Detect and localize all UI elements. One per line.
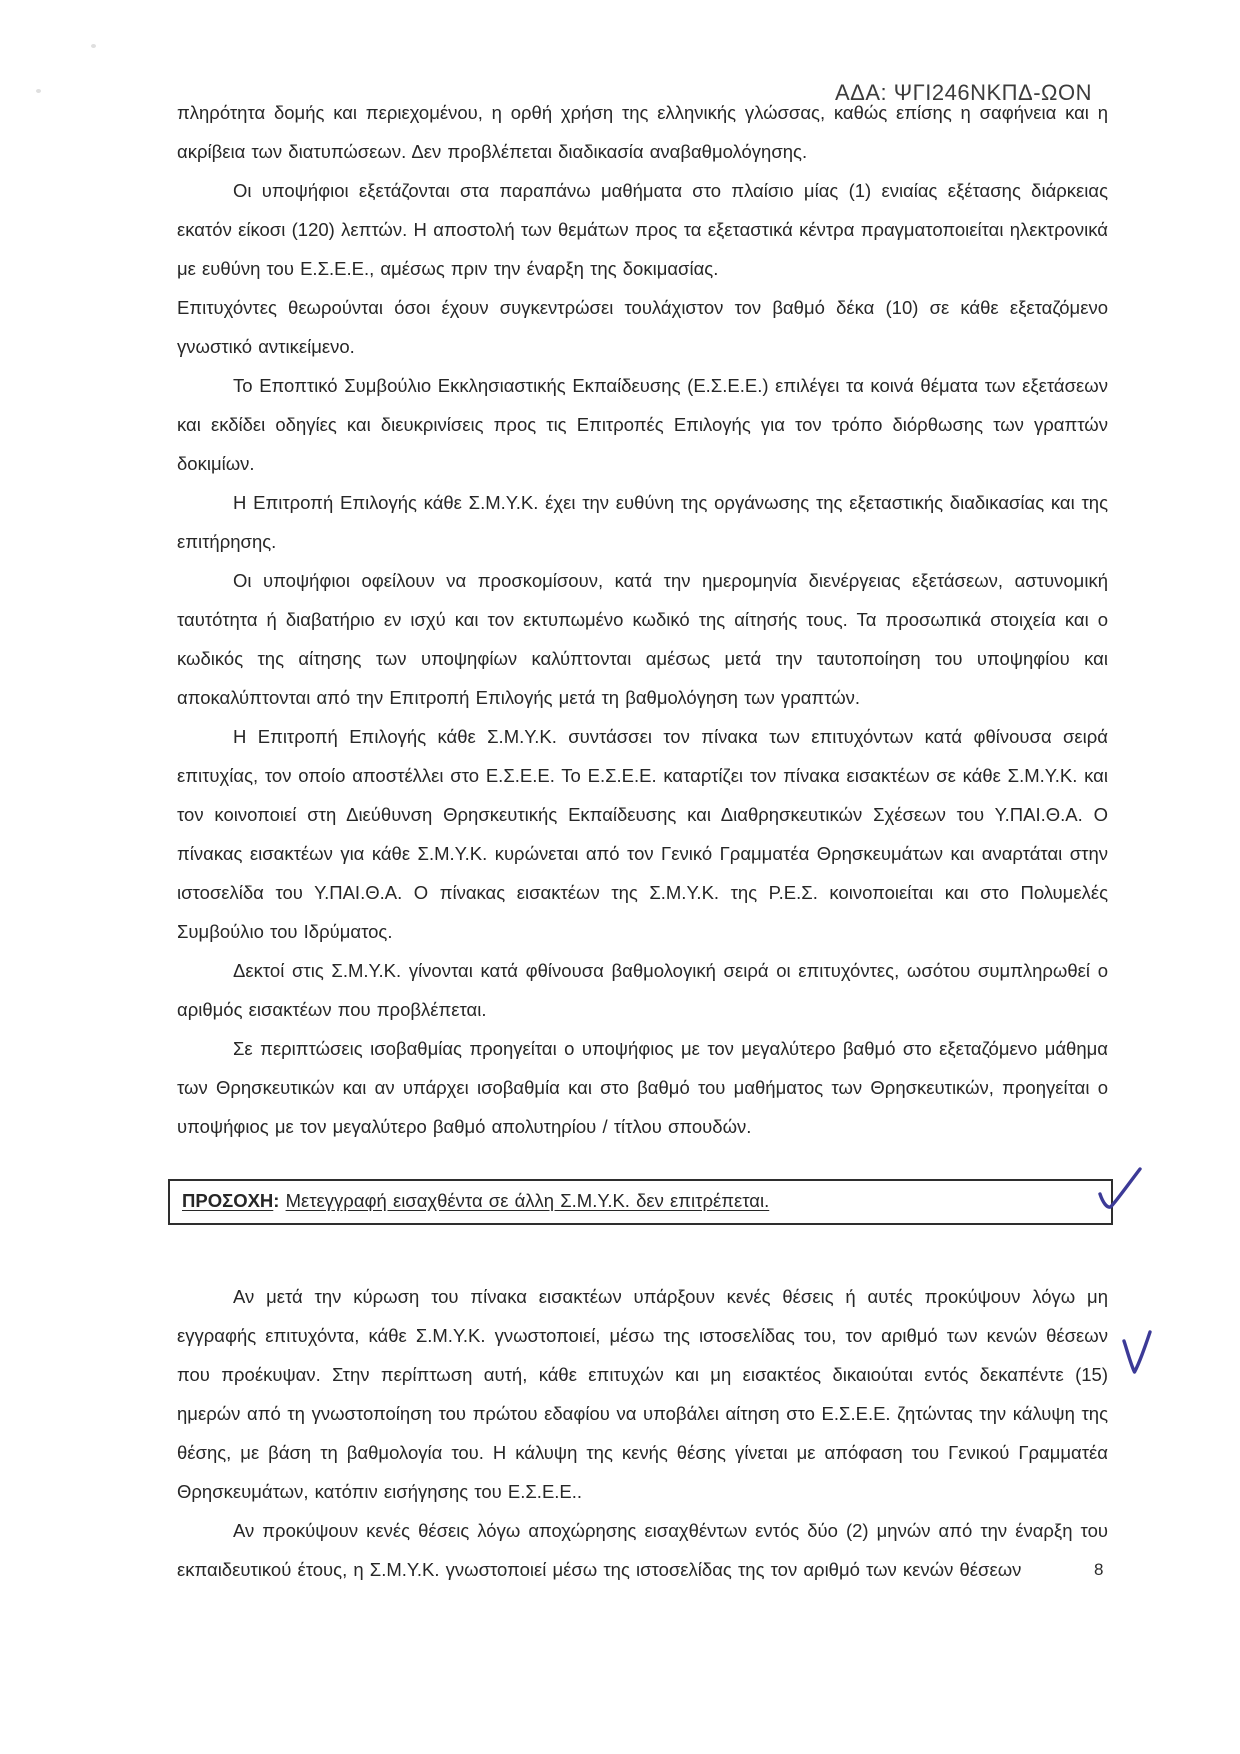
paragraph: Η Επιτροπή Επιλογής κάθε Σ.Μ.Υ.Κ. συντάσσει τον πίνακα των επιτυχόντων κατά φθίνουσα σειρά επιτυχίας, τον οποίο αποστέλλει στο Ε.Σ.Ε.Ε. Το Ε.Σ.Ε.Ε. καταρτίζει τον πίνακα εισακτέων σε κάθε Σ.Μ.Υ.Κ. και τον κοινοποιεί στη Διεύθυνση Θρησκευτικής Εκπαίδευσης και Διαθρησκευτικών Σχέσεων του Υ.ΠΑΙ.Θ.Α. Ο πίνακας εισακτέων για κάθε Σ.Μ.Υ.Κ. κυρώνεται από τον Γενικό Γραμματέα Θρησκευμάτων και αναρτάται στην ιστοσελίδα του Υ.ΠΑΙ.Θ.Α. Ο πίνακας εισακτέων της Σ.Μ.Υ.Κ. της Ρ.Ε.Σ. κοινοποιείται και στο Πολυμελές Συμβούλιο του Ιδρύματος. — [177, 726, 1108, 942]
checkmark-icon — [1118, 1326, 1158, 1382]
paragraph: Επιτυχόντες θεωρούνται όσοι έχουν συγκεντρώσει τουλάχιστον τον βαθμό δέκα (10) σε κάθε εξεταζόμενο γνωστικό αντικείμενο. — [177, 297, 1108, 357]
paragraph: Σε περιπτώσεις ισοβαθμίας προηγείται ο υποψήφιος με τον μεγαλύτερο βαθμό στο εξεταζόμενο μάθημα των Θρησκευτικών και αν υπάρχει ισοβαθμία και στο βαθμό του μαθήματος των Θρησκευτικών, προηγείται ο υποψήφιος με τον μεγαλύτερο βαθμό απολυτηρίου / τίτλου σπουδών. — [177, 1038, 1108, 1137]
paragraph: Αν προκύψουν κενές θέσεις λόγω αποχώρησης εισαχθέντων εντός δύο (2) μηνών από την έναρξη του εκπαιδευτικού έτους, η Σ.Μ.Υ.Κ. γνωστοποιεί μέσω της ιστοσελίδας της τον αριθμό των κενών θέσεων — [177, 1520, 1108, 1580]
notice-text: Μετεγγραφή εισαχθέντα σε άλλη Σ.Μ.Υ.Κ. δεν επιτρέπεται. — [285, 1190, 770, 1211]
attention-notice-box — [168, 1179, 1113, 1225]
document-body — [177, 93, 1108, 1589]
scan-speckle — [91, 44, 96, 48]
scan-speckle — [36, 89, 41, 93]
checkmark-icon — [1096, 1160, 1144, 1214]
paragraph: Αν μετά την κύρωση του πίνακα εισακτέων υπάρξουν κενές θέσεις ή αυτές προκύψουν λόγω μη εγγραφής επιτυχόντα, κάθε Σ.Μ.Υ.Κ. γνωστοποιεί, μέσω της ιστοσελίδας του, τον αριθμό των κενών θέσεων που προέκυψαν. Στην περίπτωση αυτή, κάθε επιτυχών και μη εισακτέος δικαιούται εντός δεκαπέντε (15) ημερών από τη γνωστοποίηση του πρώτου εδαφίου να υποβάλει αίτηση στο Ε.Σ.Ε.Ε. ζητώντας την κάλυψη της θέσης, με βάση τη βαθμολογία του. Η κάλυψη της κενής θέσης γίνεται με απόφαση του Γενικού Γραμματέα Θρησκευμάτων, κατόπιν εισήγησης του Ε.Σ.Ε.Ε.. — [177, 1286, 1108, 1502]
paragraph: πληρότητα δομής και περιεχομένου, η ορθή χρήση της ελληνικής γλώσσας, καθώς επίσης η σαφήνεια και η ακρίβεια των διατυπώσεων. Δεν προβλέπεται διαδικασία αναβαθμολόγησης. — [177, 102, 1108, 162]
paragraph: Οι υποψήφιοι εξετάζονται στα παραπάνω μαθήματα στο πλαίσιο μίας (1) ενιαίας εξέτασης διάρκειας εκατόν είκοσι (120) λεπτών. Η αποστολή των θεμάτων προς τα εξεταστικά κέντρα πραγματοποιείται ηλεκτρονικά με ευθύνη του Ε.Σ.Ε.Ε., αμέσως πριν την έναρξη της δοκιμασίας. — [177, 180, 1108, 279]
paragraph: Η Επιτροπή Επιλογής κάθε Σ.Μ.Υ.Κ. έχει την ευθύνη της οργάνωσης της εξεταστικής διαδικασίας και της επιτήρησης. — [177, 492, 1108, 552]
paragraph: Οι υποψήφιοι οφείλουν να προσκομίσουν, κατά την ημερομηνία διενέργειας εξετάσεων, αστυνομική ταυτότητα ή διαβατήριο εν ισχύ και τον εκτυπωμένο κωδικό της αίτησής τους. Τα προσωπικά στοιχεία και ο κωδικός της αίτησης των υποψηφίων καλύπτονται αμέσως μετά την ταυτοποίηση του υποψηφίου και αποκαλύπτονται από την Επιτροπή Επιλογής μετά τη βαθμολόγηση των γραπτών. — [177, 570, 1108, 708]
paragraph: Το Εποπτικό Συμβούλιο Εκκλησιαστικής Εκπαίδευσης (Ε.Σ.Ε.Ε.) επιλέγει τα κοινά θέματα των εξετάσεων και εκδίδει οδηγίες και διευκρινίσεις προς τις Επιτροπές Επιλογής για τον τρόπο διόρθωσης των γραπτών δοκιμίων. — [177, 375, 1108, 474]
ada-code: ΑΔΑ: ΨΓΙ246ΝΚΠΔ-ΩΟΝ — [835, 80, 1092, 105]
notice-label: ΠΡΟΣΟΧΗ — [182, 1190, 274, 1211]
notice-colon: : — [273, 1190, 280, 1211]
paragraph: Δεκτοί στις Σ.Μ.Υ.Κ. γίνονται κατά φθίνουσα βαθμολογική σειρά οι επιτυχόντες, ωσότου συμπληρωθεί ο αριθμός εισακτέων που προβλέπεται. — [177, 960, 1108, 1020]
page-number: 8 — [1094, 1560, 1104, 1579]
